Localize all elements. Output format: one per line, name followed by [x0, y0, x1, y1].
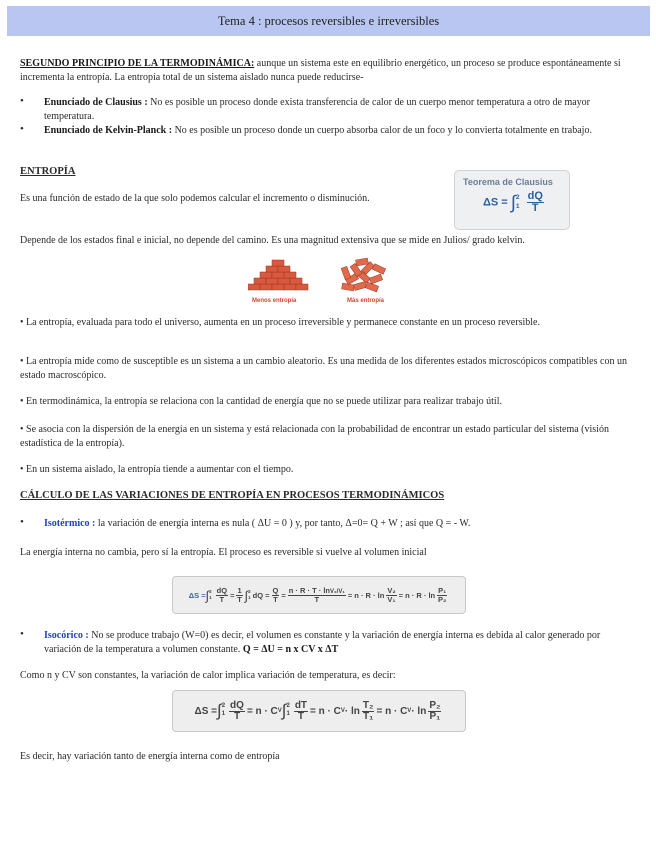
- calculo-heading: CÁLCULO DE LAS VARIACIONES DE ENTROPÍA EN PROCESOS TERMODINÁMICOS: [20, 490, 445, 501]
- intro-paragraph: [20, 57, 632, 84]
- fraction: $\frac{dQ}{T}$: [216, 586, 228, 604]
- entropy-point: • Se asocia con la dispersión de la energía en un sistema y está relacionada con la probabilidad de encontrar un estado particular del sistema (visión estadística de la entropía).: [20, 424, 609, 449]
- fraction: $\frac{dT}{T}$: [294, 699, 308, 722]
- disordered-bricks: [341, 258, 386, 292]
- fraction: $\frac{\text{P₂}}{\text{P₁}}$: [429, 699, 441, 722]
- entropia-definition: Es una función de estado de la que solo podemos calcular el incremento o disminución.: [20, 193, 370, 204]
- numerator: dQ: [527, 190, 543, 202]
- more-entropy-caption: Más entropía: [347, 298, 385, 304]
- clausius-theorem-title: Teorema de Clausius: [463, 177, 553, 187]
- isochoric-entropy-formula: ΔS = ∫ 2 1 $\frac{dQ}{T}$ = n · C V ∫ 2 1 $\frac{dT}{T}$ = n · C V · ln $\frac{\text{T₂}}{\text{T₁}}$ = n · C V · ln $\frac{\text{P₂}}{\text{P₁}}$: [172, 690, 466, 732]
- isocorico-item: [44, 629, 634, 656]
- entropia-heading: ENTROPÍA: [20, 166, 76, 177]
- isotermico-item: [44, 517, 634, 531]
- upper-limit: 2: [515, 193, 520, 201]
- cv-note: Como n y CV son constantes, la variación de calor implica variación de temperatura, es decir:: [20, 670, 396, 681]
- isotermico-label: Isotérmico :: [44, 518, 96, 529]
- isotermico-text: la variación de energía interna es nula ( ΔU = 0 ) y, por tanto, Δ=0= Q + W ; así que Q = - W.: [95, 518, 471, 529]
- kelvin-planck-label: Enunciado de Kelvin-Planck :: [44, 125, 173, 136]
- integral-sign: ∫: [205, 587, 210, 603]
- integral-sign: ∫: [510, 191, 516, 213]
- fraction: $\frac{1}{T}$: [237, 586, 242, 604]
- integral-sign: ∫: [281, 701, 287, 720]
- clausius-text: No es posible un proceso donde exista transferencia de calor de un cuerpo menor temperatura a otro de mayor temperatura.: [44, 97, 590, 122]
- intro-text: aunque un sistema este en equilibrio energético, un proceso se produce espontáneamente si incrementa la entropía. La entropía total de un sistema aislado nunca puede reducirse-: [20, 58, 621, 83]
- lower-limit: 1: [515, 202, 520, 210]
- fraction: $\frac{\text{V₂}}{\text{V₁}}$: [387, 586, 396, 604]
- integral-sign: ∫: [217, 701, 222, 720]
- isotermico-note: La energía interna no cambia, pero sí la entropía. El proceso es reversible si vuelve al volumen inicial: [20, 547, 427, 558]
- kelvin-planck-text: No es posible un proceso donde un cuerpo absorba calor de un foco y lo convierta totalmente en trabajo.: [172, 125, 592, 136]
- isothermal-entropy-formula: ΔS = ∫ 2 1 $\frac{dQ}{T}$ = $\frac{1}{T}$ ∫ 2 1 dQ = $\frac{Q}{T}$ = $\frac{\text{n · R · T · lnV₂/V₁}}{T}$ = n · R · ln $\frac{\text{V₂}}{\text{V₁}}$ = n · R · ln $\frac{\text{P₁}}{\text{P₂}}$: [172, 576, 466, 614]
- ordered-bricks: [248, 260, 308, 290]
- clausius-label: Enunciado de Clausius :: [44, 97, 148, 108]
- bullet-dot: •: [20, 123, 24, 135]
- integral-limits: 2 1: [248, 589, 251, 600]
- final-note: Es decir, hay variación tanto de energía interna como de entropía: [20, 751, 280, 762]
- bricks-illustration: [248, 256, 388, 296]
- entropy-point: • En termodinámica, la entropía se relaciona con la cantidad de energía que no se puede utilizar para realizar trabajo útil.: [20, 396, 502, 407]
- fraction: $\frac{dQ}{T}$: [230, 699, 244, 722]
- integral-limits: 2 1: [221, 703, 226, 717]
- denominator: T: [531, 202, 539, 214]
- kelvin-planck-statement: [44, 124, 634, 138]
- fraction: $\frac{\text{T₂}}{\text{T₁}}$: [362, 699, 374, 722]
- isocorico-label: Isocórico :: [44, 630, 89, 641]
- bullet-dot: •: [20, 95, 24, 107]
- integral-limits: 2 1: [209, 589, 212, 600]
- page-title: Tema 4 : procesos reversibles e irreversibles: [217, 13, 440, 28]
- integral-limits: 2 1: [286, 703, 290, 717]
- integral-limits: [516, 194, 520, 211]
- entropy-point: • En un sistema aislado, la entropía tiende a aumentar con el tiempo.: [20, 464, 294, 475]
- clausius-formula: [483, 191, 546, 214]
- clausius-theorem-box: [454, 170, 570, 230]
- isocorico-equation: Q = ΔU = n x CV x ΔT: [242, 643, 339, 655]
- formula-lhs: ΔS =: [483, 196, 508, 209]
- fraction: $\frac{\text{n · R · T · lnV₂/V₁}}{T}$: [288, 585, 345, 604]
- fraction: [527, 191, 544, 214]
- bullet-dot: •: [20, 516, 24, 528]
- page-header: [7, 6, 650, 36]
- integral-sign: ∫: [244, 587, 249, 603]
- less-entropy-caption: Menos entropía: [252, 298, 297, 304]
- formula-delta-s: ΔS =: [188, 590, 206, 600]
- isocorico-text: No se produce trabajo (W=0) es decir, el volumen es constante y la variación de energía interna es debida al calor generado por variación de la temperatura a volumen constante.: [44, 630, 601, 655]
- fraction: $\frac{\text{P₁}}{\text{P₂}}$: [438, 586, 447, 604]
- bullet-dot: •: [20, 628, 24, 640]
- entropia-depends: Depende de los estados final e inicial, no depende del camino. Es una magnitud extensiva que se mide en Julios/ grado kelvin.: [20, 235, 525, 246]
- second-principle-heading: SEGUNDO PRINCIPIO DE LA TERMODINÁMICA:: [20, 58, 255, 69]
- entropy-point: • La entropía, evaluada para todo el universo, aumenta en un proceso irreversible y permanece constante en un proceso reversible.: [20, 317, 540, 328]
- clausius-statement: [44, 96, 634, 123]
- entropy-point: • La entropía mide como de susceptible es un sistema a un cambio aleatorio. Es una medida de los diferentes estados microscópicos compatibles con un estado macroscópico.: [20, 356, 627, 381]
- fraction: $\frac{Q}{T}$: [272, 586, 279, 604]
